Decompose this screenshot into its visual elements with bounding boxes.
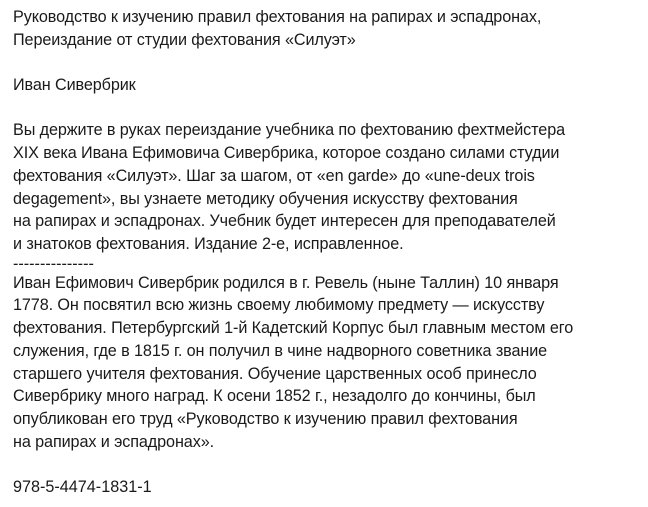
- biography-line: опубликован его труд «Руководство к изучению правил фехтования: [13, 409, 518, 428]
- description-line: Вы держите в руках переиздание учебника по фехтованию фехтмейстера: [13, 121, 565, 140]
- biography-line: Сивербрику много наград. К осени 1852 г., незадолго до кончины, был: [13, 387, 536, 406]
- description-line: и знатоков фехтования. Издание 2-е, исправленное.: [13, 235, 404, 253]
- biography-line: фехтования. Петербургский 1-й Кадетский Корпус был главным местом его: [13, 319, 574, 338]
- title-line: Руководство к изучению правил фехтования на рапирах и эспадронах,: [13, 8, 542, 26]
- document-title: [13, 6, 640, 51]
- biography-line: служения, где в 1815 г. он получил в чине надворного советника звание: [13, 341, 548, 360]
- biography-paragraph: [13, 272, 640, 454]
- biography-line: старшего учителя фехтования. Обучение царственных особ принесло: [13, 364, 537, 383]
- spacer: [13, 51, 640, 74]
- spacer: [13, 97, 640, 120]
- biography-line: 1778. Он посвятил всю жизнь своему любимому предмету — искусству: [13, 296, 545, 315]
- author-name: Иван Сивербрик: [13, 76, 136, 95]
- biography-line: Иван Ефимович Сивербрик родился в г. Ревель (ныне Таллин) 10 января: [13, 273, 559, 292]
- spacer: [13, 453, 640, 476]
- biography-line: на рапирах и эспадронах».: [13, 432, 214, 451]
- section-separator: ---------------: [13, 254, 94, 273]
- description-line: XIX века Ивана Ефимовича Сивербрика, которое создано силами студии: [13, 144, 560, 163]
- description-line: фехтования «Силуэт». Шаг за шагом, от «en garde» до «une-deux trois: [13, 166, 535, 185]
- title-line: Переиздание от студии фехтования «Силуэт»: [13, 30, 356, 49]
- description-line: degagement», вы узнаете методику обучения искусству фехтования: [13, 189, 518, 208]
- description-paragraph: [13, 119, 640, 255]
- description-line: на рапирах и эспадронах. Учебник будет интересен для преподавателей: [13, 212, 556, 231]
- isbn-number: 978-5-4474-1831-1: [13, 478, 152, 497]
